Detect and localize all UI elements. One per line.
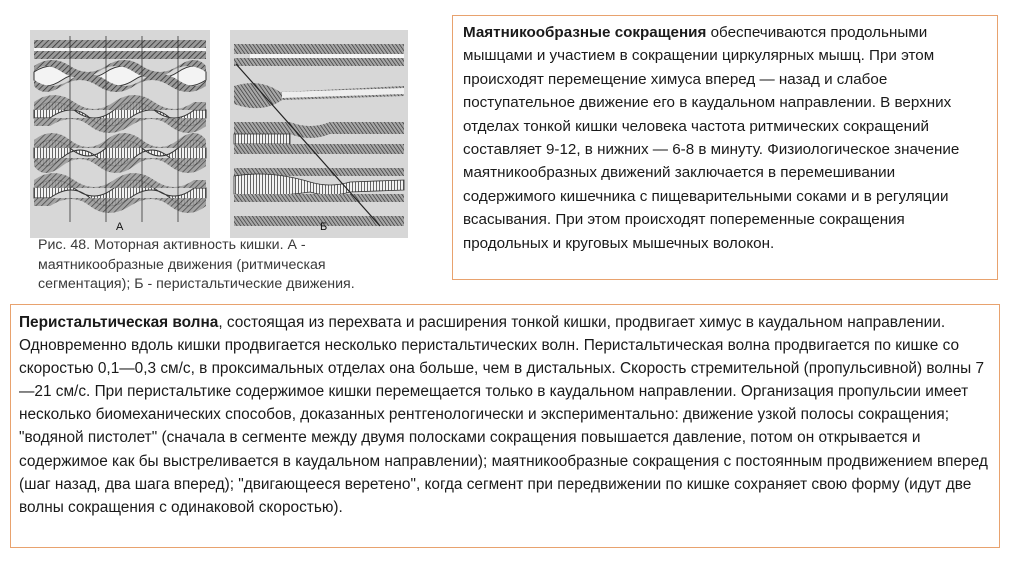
panel-a-label: А bbox=[116, 221, 124, 233]
intestine-motility-figure bbox=[30, 30, 408, 238]
peristaltic-wave-text: , состоящая из перехвата и расширения тонкой кишки, продвигает химус в каудальном направлении. Одновременно вдоль кишки продвигается несколько перистальтических волн. Перистальтическая волна продвигается по кишке со скоростью 0,1—0,3 см/с, в проксимальных отделах она больше, чем в дистальных. Скорость стремительной (пропульсивной) волны 7—21 см/с. При перистальтике содержимое кишки перемещается только в каудальном направлении. Организация пропульсии имеет несколько биомеханических способов, доказанных рентгенологически и экспериментально: движение узкой полосы сокращения; "водяной пистолет" (сначала в сегменте между двумя полосками сокращения повышается давление, потом он открывается и содержимое как бы выстреливается в каудальном направлении); маятникообразные сокращения с постоянным продвижением вперед (шаг назад, два шага вперед); "двигающееся веретено", когда сегмент при передвижении по кишке сохраняет свою форму (идут две волны сокращения с одинаковой скоростью). bbox=[19, 314, 988, 516]
pendulum-contractions-term: Маятникообразные сокращения bbox=[463, 24, 707, 41]
intestine-illustration bbox=[30, 30, 408, 238]
peristaltic-wave-term: Перистальтическая волна bbox=[19, 314, 219, 331]
peristaltic-wave-box bbox=[10, 304, 1000, 548]
pendulum-contractions-box bbox=[452, 15, 998, 280]
pendulum-contractions-text: обеспечиваются продольными мышцами и участием в сокращении циркулярных мышц. При этом происходят перемещение химуса вперед — назад и слабое поступательное движение его в каудальном направлении. В верхних отделах тонкой кишки человека частота ритмических сокращений составляет 9-12, в нижних — 6-8 в минуту. Физиологическое значение маятникообразных движений заключается в перемешивании содержимого кишечника с пищеварительными соками и в регуляции всасывания. При этом происходят попеременные сокращения продольных и круговых мышечных волокон. bbox=[463, 24, 960, 252]
panel-b-label: Б bbox=[320, 221, 328, 233]
figure-caption: Рис. 48. Моторная активность кишки. А - маятникообразные движения (ритмическая сегментация); Б - перистальтические движения. bbox=[38, 237, 355, 292]
